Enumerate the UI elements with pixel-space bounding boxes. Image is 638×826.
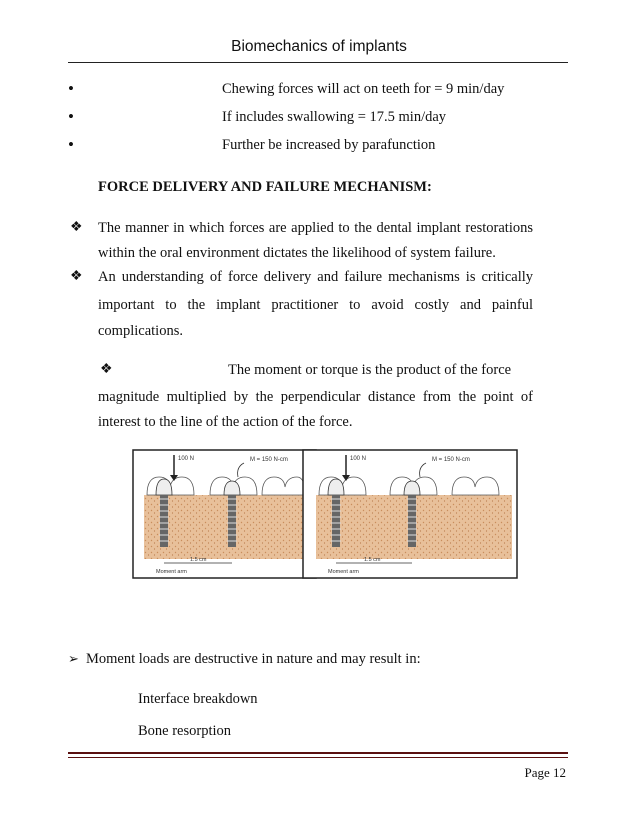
paragraph-line: The moment or torque is the product of the force bbox=[228, 362, 512, 378]
diamond-bullet-icon: ❖ bbox=[70, 269, 83, 284]
page-header-title: Biomechanics of implants bbox=[231, 38, 407, 55]
moment-label: M = 150 N-cm bbox=[432, 457, 470, 463]
arrow-bullet-icon: ➢ bbox=[68, 651, 79, 666]
moment-diagram-svg bbox=[132, 449, 518, 579]
distance-label: 1.5 cm bbox=[364, 557, 381, 563]
result-item: Bone resorption bbox=[138, 723, 232, 739]
moment-label: M = 150 N-cm bbox=[250, 457, 288, 463]
diagram-panel-left bbox=[133, 450, 316, 578]
force-label: 100 N bbox=[178, 456, 195, 462]
diagram-panel-right bbox=[303, 450, 517, 578]
distance-label: 1.5 cm bbox=[190, 557, 207, 563]
bullet-symbol: • bbox=[68, 107, 74, 126]
moment-arm-label: Moment arm bbox=[328, 569, 359, 575]
bullet-text: If includes swallowing = 17.5 min/day bbox=[222, 109, 447, 125]
paragraph-line: magnitude multiplied by the perpendicular distance from the point of bbox=[98, 389, 533, 405]
paragraph-line: complications. bbox=[98, 323, 183, 339]
page-number: Page 12 bbox=[524, 765, 566, 780]
paragraph-line: within the oral environment dictates the likelihood of system failure. bbox=[98, 245, 496, 261]
paragraph-line: interest to the line of the action of the force. bbox=[98, 414, 353, 430]
paragraph-line: important to the implant practitioner to avoid costly and painful bbox=[98, 297, 533, 313]
moment-arm-label: Moment arm bbox=[156, 569, 187, 575]
section-heading: FORCE DELIVERY AND FAILURE MECHANISM: bbox=[98, 179, 432, 195]
paragraph-line: The manner in which forces are applied to the dental implant restorations bbox=[98, 220, 533, 236]
header-rule bbox=[68, 62, 568, 63]
diamond-bullet-icon: ❖ bbox=[100, 362, 113, 377]
bullet-symbol: • bbox=[68, 135, 74, 154]
force-label: 100 N bbox=[350, 456, 367, 462]
paragraph-line: An understanding of force delivery and failure mechanisms is critically bbox=[98, 269, 533, 285]
bullet-text: Chewing forces will act on teeth for = 9 min/day bbox=[222, 81, 505, 97]
arrow-item-text: Moment loads are destructive in nature and may result in: bbox=[86, 651, 421, 667]
moment-diagram-figure bbox=[132, 449, 518, 579]
bullet-symbol: • bbox=[68, 79, 74, 98]
result-item: Interface breakdown bbox=[138, 691, 258, 707]
diamond-bullet-icon: ❖ bbox=[70, 220, 83, 235]
footer-rule-thick bbox=[68, 752, 568, 754]
bullet-text: Further be increased by parafunction bbox=[222, 137, 436, 153]
footer-rule-thin bbox=[68, 757, 568, 758]
